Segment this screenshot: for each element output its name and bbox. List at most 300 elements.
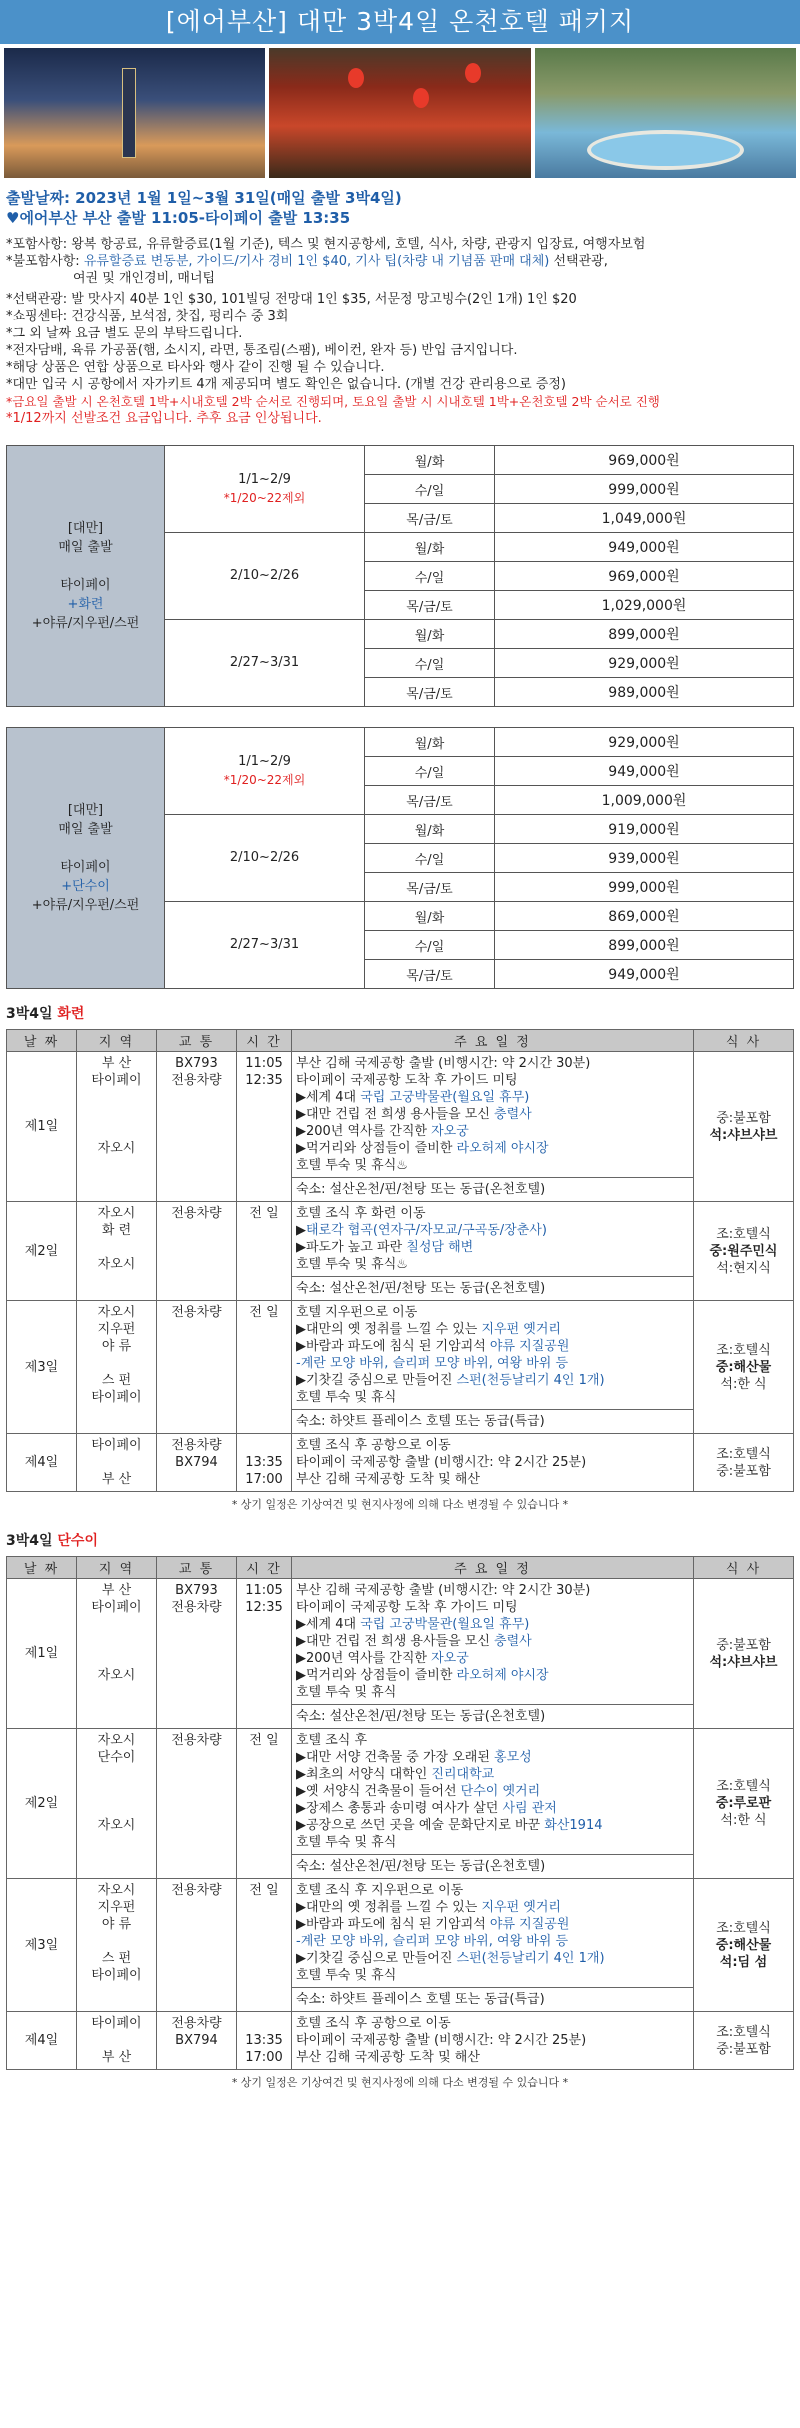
schedule-highlight: 사림 관저 xyxy=(502,1801,557,1816)
schedule-line xyxy=(296,2015,689,2032)
transport-text: BX793 xyxy=(175,1056,218,1071)
schedule-line xyxy=(296,1933,689,1950)
period-exception: *1/20~22제외 xyxy=(223,773,306,787)
schedule-line xyxy=(296,2049,689,2066)
weekday-cell: 목/금/토 xyxy=(365,873,495,902)
optional-tours: *선택관광: 발 맛사지 40분 1인 $30, 101빌딩 전망대 1인 $35, 서문정 망고빙수(2인 1개) 1인 $20 xyxy=(6,292,577,307)
meal-text: 중:불포함 xyxy=(716,1637,771,1653)
price-cell: 949,000원 xyxy=(495,757,794,786)
meal-text: 중:원주민식 xyxy=(709,1243,778,1259)
schedule-text: 호텔 지우펀으로 이동 xyxy=(296,1305,418,1320)
region-text: 자오시 xyxy=(97,1733,136,1748)
region-text xyxy=(77,1454,156,1471)
itinerary-title-destination: 단수이 xyxy=(57,1533,98,1549)
weekday-cell: 수/일 xyxy=(365,649,495,678)
itinerary-header: 교 통 xyxy=(157,1030,237,1052)
time-text xyxy=(237,2015,291,2032)
label-daily: 매일 출발 xyxy=(58,822,113,837)
price-table xyxy=(6,727,794,989)
schedule-line xyxy=(296,1817,689,1834)
meal-cell xyxy=(694,1879,794,2012)
schedule-text: 호텔 투숙 및 휴식 xyxy=(296,1390,397,1405)
period-exception: *1/20~22제외 xyxy=(223,491,306,505)
itinerary-title xyxy=(6,1003,794,1023)
schedule-line xyxy=(296,1106,689,1123)
schedule-text: 호텔 투숙 및 휴식 xyxy=(296,1968,397,1983)
time-text: 17:00 xyxy=(245,1472,283,1487)
meal-text: 석:샤브샤브 xyxy=(709,1127,778,1143)
weekday-cell: 월/화 xyxy=(365,620,495,649)
transport-text: 전용차량 xyxy=(171,1883,222,1898)
day-cell: 제3일 xyxy=(7,1879,77,2012)
price-cell: 929,000원 xyxy=(495,728,794,757)
pool-shape xyxy=(587,130,744,170)
schedule-highlight: 자오궁 xyxy=(431,1651,469,1666)
weekday-cell: 수/일 xyxy=(365,844,495,873)
product-label xyxy=(7,446,165,707)
price-cell: 1,029,000원 xyxy=(495,591,794,620)
region-text xyxy=(77,1933,156,1950)
schedule-line xyxy=(296,1800,689,1817)
time-cell xyxy=(237,1879,292,2012)
itinerary-title-main: 3박4일 xyxy=(6,1006,58,1022)
meal-cell xyxy=(694,1729,794,1879)
note-4: *대만 입국 시 공항에서 자가키트 4개 제공되며 별도 확인은 없습니다. (개별 건강 관리용으로 증정) xyxy=(6,377,566,392)
schedule-highlight: 라오허제 야시장 xyxy=(456,1668,549,1683)
schedule-line xyxy=(296,1684,689,1701)
region-text xyxy=(77,1123,156,1140)
schedule-highlight: 화산1914 xyxy=(544,1818,603,1833)
region-cell xyxy=(77,2012,157,2070)
schedule-highlight: 자오궁 xyxy=(431,1124,469,1139)
label-country: [대만] xyxy=(67,803,104,818)
schedule-text: ▶대만 건립 전 희생 용사들을 모신 xyxy=(296,1107,495,1122)
time-text: 12:35 xyxy=(245,1073,283,1088)
price-cell: 919,000원 xyxy=(495,815,794,844)
meal-cell xyxy=(694,1434,794,1492)
schedule-text: 타이페이 국제공항 도착 후 가이드 미팅 xyxy=(296,1073,518,1088)
region-text: 타이페이 xyxy=(91,1073,142,1088)
period-name: 1/1~2/9 xyxy=(238,472,291,487)
period-name: 2/10~2/26 xyxy=(229,568,300,583)
region-text: 화 련 xyxy=(101,1223,132,1238)
region-text xyxy=(77,1355,156,1372)
schedule-text: 호텔 투숙 및 휴식 xyxy=(296,1835,397,1850)
transport-text: 전용차량 xyxy=(171,1438,222,1453)
time-cell xyxy=(237,1052,292,1202)
region-text: 부 산 xyxy=(101,1472,132,1487)
weekday-cell: 목/금/토 xyxy=(365,504,495,533)
transport-text: 전용차량 xyxy=(171,1073,222,1088)
schedule-line xyxy=(296,1732,689,1749)
meal-text: 중:해산물 xyxy=(715,1359,772,1375)
transport-cell xyxy=(157,1729,237,1879)
schedule-highlight: 야류 지질공원 xyxy=(489,1917,570,1932)
label-city: 타이페이 xyxy=(60,578,111,593)
day-cell: 제1일 xyxy=(7,1052,77,1202)
day-row xyxy=(7,1579,794,1705)
itinerary-header: 식 사 xyxy=(694,1557,794,1579)
schedule-line xyxy=(296,1916,689,1933)
region-text xyxy=(77,1650,156,1667)
schedule-line xyxy=(296,1205,689,1222)
day-cell: 제4일 xyxy=(7,2012,77,2070)
hotel-cell: 숙소: 설산온천/핀/천탕 또는 동급(온천호텔) xyxy=(292,1855,694,1879)
meal-cell xyxy=(694,2012,794,2070)
region-text: 자오시 xyxy=(97,1305,136,1320)
price-cell: 1,009,000원 xyxy=(495,786,794,815)
meal-cell xyxy=(694,1202,794,1301)
itinerary-table xyxy=(6,1029,794,1492)
schedule-cell xyxy=(292,1579,694,1705)
region-text xyxy=(77,1766,156,1783)
taipei-101-shape xyxy=(122,68,136,158)
schedule-line xyxy=(296,1454,689,1471)
meal-text: 조:호텔식 xyxy=(716,1226,771,1242)
region-text xyxy=(77,1089,156,1106)
label-country: [대만] xyxy=(67,521,104,536)
meal-text: 석:샤브샤브 xyxy=(709,1654,778,1670)
weekday-cell: 목/금/토 xyxy=(365,591,495,620)
region-text: 부 산 xyxy=(101,2050,132,2065)
region-text: 자오시 xyxy=(97,1668,136,1683)
schedule-text: 호텔 투숙 및 휴식 xyxy=(296,1685,397,1700)
schedule-line xyxy=(296,1616,689,1633)
schedule-line xyxy=(296,1882,689,1899)
shopping: *쇼핑센타: 건강식품, 보석점, 찻집, 펑리수 중 3회 xyxy=(6,309,289,324)
price-cell: 939,000원 xyxy=(495,844,794,873)
hotel-cell: 숙소: 설산온천/핀/천탕 또는 동급(온천호텔) xyxy=(292,1178,694,1202)
region-text: 부 산 xyxy=(101,1583,132,1598)
schedule-line xyxy=(296,1157,689,1174)
price-cell: 1,049,000원 xyxy=(495,504,794,533)
transport-cell xyxy=(157,1202,237,1301)
excluded xyxy=(6,253,794,270)
schedule-text: ▶200년 역사를 간직한 xyxy=(296,1651,432,1666)
note-6: *1/12까지 선발조건 요금입니다. 추후 요금 인상됩니다. xyxy=(6,411,322,426)
hotel-cell: 숙소: 설산온천/핀/천탕 또는 동급(온천호텔) xyxy=(292,1277,694,1301)
weekday-cell: 수/일 xyxy=(365,757,495,786)
region-text: 타이페이 xyxy=(91,1968,142,1983)
price-cell: 929,000원 xyxy=(495,649,794,678)
weekday-cell: 수/일 xyxy=(365,475,495,504)
transport-text: 전용차량 xyxy=(171,1206,222,1221)
schedule-line xyxy=(296,1899,689,1916)
transport-text: BX794 xyxy=(175,1455,218,1470)
schedule-line xyxy=(296,1222,689,1239)
schedule-line xyxy=(296,1749,689,1766)
schedule-line xyxy=(296,1633,689,1650)
schedule-highlight: -계란 모양 바위, 슬리퍼 모양 바위, 여왕 바위 등 xyxy=(296,1934,569,1949)
transport-cell xyxy=(157,1579,237,1729)
transport-text: BX793 xyxy=(175,1583,218,1598)
region-text: 스 펀 xyxy=(101,1373,132,1388)
schedule-text: ▶대만의 옛 정취를 느낄 수 있는 xyxy=(296,1322,482,1337)
schedule-cell xyxy=(292,1434,694,1492)
schedule-text: ▶장제스 총통과 송미령 여사가 살던 xyxy=(296,1801,503,1816)
schedule-cell xyxy=(292,1301,694,1410)
transport-cell xyxy=(157,1434,237,1492)
weekday-cell: 수/일 xyxy=(365,562,495,591)
included xyxy=(6,236,794,253)
schedule-highlight: 칠성담 해변 xyxy=(406,1240,474,1255)
itinerary-title-main: 3박4일 xyxy=(6,1533,58,1549)
weekday-cell: 월/화 xyxy=(365,533,495,562)
schedule-text: ▶기찻길 중심으로 만들어진 xyxy=(296,1951,457,1966)
day-row xyxy=(7,1301,794,1410)
weekday-cell: 월/화 xyxy=(365,728,495,757)
day-cell: 제4일 xyxy=(7,1434,77,1492)
schedule-text: 호텔 조식 후 xyxy=(296,1733,368,1748)
note-5: *금요일 출발 시 온천호텔 1박+시내호텔 2박 순서로 진행되며, 토요일 출발 시 시내호텔 1박+온천호텔 2박 순서로 진행 xyxy=(6,394,660,409)
lantern-shape xyxy=(465,63,481,83)
transport-text: 전용차량 xyxy=(171,1600,222,1615)
taipei-skyline-photo xyxy=(4,48,265,178)
schedule-line xyxy=(296,1650,689,1667)
excluded-blue: 유류할증료 변동분, 가이드/기사 경비 1인 $40, 기사 팁(차량 내 기념품 판매 대체) xyxy=(83,254,550,269)
time-cell xyxy=(237,1301,292,1434)
region-cell xyxy=(77,1579,157,1729)
schedule-text: ▶대만 건립 전 희생 용사들을 모신 xyxy=(296,1634,495,1649)
weekday-cell: 수/일 xyxy=(365,931,495,960)
region-text: 타이페이 xyxy=(91,1390,142,1405)
region-cell xyxy=(77,1202,157,1301)
region-text: 단수이 xyxy=(97,1750,136,1765)
departure-period: 출발날짜: 2023년 1월 1일~3월 31일(매일 출발 3박4일) xyxy=(6,189,402,207)
label-tours: +야류/지우펀/스펀 xyxy=(31,616,140,631)
schedule-text: ▶ xyxy=(296,1223,306,1238)
itinerary-header: 시 간 xyxy=(237,1030,292,1052)
schedule-text: 부산 김해 국제공항 도착 및 해산 xyxy=(296,2050,480,2065)
schedule-text: ▶세계 4대 xyxy=(296,1617,361,1632)
label-tours: +야류/지우펀/스펀 xyxy=(31,898,140,913)
time-cell xyxy=(237,2012,292,2070)
time-cell xyxy=(237,1434,292,1492)
region-text: 자오시 xyxy=(97,1141,136,1156)
schedule-highlight: 스펀(천등날리기 4인 1개) xyxy=(456,1951,605,1966)
included-label: *포함사항: xyxy=(6,237,72,252)
schedule-line xyxy=(296,1321,689,1338)
schedule-text: ▶세계 4대 xyxy=(296,1090,361,1105)
region-cell xyxy=(77,1052,157,1202)
schedule-text: 타이페이 국제공항 출발 (비행시간: 약 2시간 25분) xyxy=(296,2033,587,2048)
meal-text: 조:호텔식 xyxy=(716,2024,771,2040)
itinerary-header: 주 요 일 정 xyxy=(292,1030,694,1052)
price-cell: 969,000원 xyxy=(495,446,794,475)
jiufen-street-photo xyxy=(269,48,530,178)
period-cell xyxy=(165,815,365,902)
lantern-shape xyxy=(348,68,364,88)
price-cell: 969,000원 xyxy=(495,562,794,591)
meal-text: 중:루로판 xyxy=(715,1796,772,1811)
schedule-highlight: 홍모성 xyxy=(494,1750,532,1765)
note-3: *해당 상품은 연합 상품으로 타사와 행사 같이 진행 될 수 있습니다. xyxy=(6,360,385,375)
schedule-cell xyxy=(292,2012,694,2070)
schedule-highlight: 야류 지질공원 xyxy=(489,1339,570,1354)
schedule-line xyxy=(296,1338,689,1355)
region-text: 자오시 xyxy=(97,1206,136,1221)
transport-text: 전용차량 xyxy=(171,2016,222,2031)
price-row xyxy=(7,446,794,475)
region-text: 자오시 xyxy=(97,1818,136,1833)
period-name: 2/27~3/31 xyxy=(229,655,300,670)
price-cell: 999,000원 xyxy=(495,873,794,902)
schedule-text: 호텔 조식 후 화련 이동 xyxy=(296,1206,426,1221)
label-city: 타이페이 xyxy=(60,860,111,875)
flight-info: ♥에어부산 부산 출발 11:05-타이페이 출발 13:35 xyxy=(6,209,351,227)
schedule-cell xyxy=(292,1202,694,1277)
itinerary-header: 시 간 xyxy=(237,1557,292,1579)
schedule-line xyxy=(296,1055,689,1072)
region-cell xyxy=(77,1879,157,2012)
photo-strip xyxy=(0,44,800,180)
region-text: 야 류 xyxy=(101,1339,132,1354)
itinerary-header: 지 역 xyxy=(77,1557,157,1579)
weekday-cell: 월/화 xyxy=(365,902,495,931)
schedule-line xyxy=(296,1389,689,1406)
meal-text: 석:한 식 xyxy=(720,1813,767,1828)
itinerary-title-destination: 화련 xyxy=(57,1006,85,1022)
meal-text: 중:불포함 xyxy=(716,2041,771,2057)
schedule-text: 부산 김해 국제공항 출발 (비행시간: 약 2시간 30분) xyxy=(296,1583,591,1598)
region-text xyxy=(77,1783,156,1800)
meal-text: 석:딤 섬 xyxy=(719,1954,768,1970)
schedule-line xyxy=(296,1967,689,1984)
transport-cell xyxy=(157,1052,237,1202)
time-cell xyxy=(237,1202,292,1301)
schedule-line xyxy=(296,1089,689,1106)
time-text: 13:35 xyxy=(245,1455,283,1470)
price-cell: 949,000원 xyxy=(495,960,794,989)
transport-cell xyxy=(157,2012,237,2070)
itinerary-title xyxy=(6,1530,794,1550)
schedule-text: ▶바람과 파도에 침식 된 기암괴석 xyxy=(296,1917,490,1932)
region-text: 자오시 xyxy=(97,1257,136,1272)
region-text: 타이페이 xyxy=(91,1600,142,1615)
schedule-highlight: 라오허제 야시장 xyxy=(456,1141,549,1156)
period-name: 1/1~2/9 xyxy=(238,754,291,769)
period-cell xyxy=(165,728,365,815)
excluded-rest: 선택관광, xyxy=(549,254,608,269)
period-cell xyxy=(165,902,365,989)
day-row xyxy=(7,1434,794,1492)
schedule-line xyxy=(296,1437,689,1454)
day-row xyxy=(7,1202,794,1277)
region-cell xyxy=(77,1434,157,1492)
schedule-text: ▶파도가 높고 파란 xyxy=(296,1240,407,1255)
itinerary-header: 날 짜 xyxy=(7,1557,77,1579)
transport-text: 전용차량 xyxy=(171,1733,222,1748)
region-text: 자오시 xyxy=(97,1883,136,1898)
weekday-cell: 목/금/토 xyxy=(365,960,495,989)
schedule-text: ▶바람과 파도에 침식 된 기암괴석 xyxy=(296,1339,490,1354)
day-cell: 제3일 xyxy=(7,1301,77,1434)
schedule-text: ▶대만 서양 건축물 중 가장 오래된 xyxy=(296,1750,495,1765)
time-text: 전 일 xyxy=(249,1305,279,1320)
schedule-highlight: 지우펀 옛거리 xyxy=(481,1900,561,1915)
hotel-cell: 숙소: 하얏트 플레이스 호텔 또는 동급(특급) xyxy=(292,1410,694,1434)
schedule-line xyxy=(296,1599,689,1616)
meal-text: 조:호텔식 xyxy=(716,1446,771,1462)
schedule-cell xyxy=(292,1729,694,1855)
meal-text: 조:호텔식 xyxy=(716,1342,771,1358)
note-2: *전자담배, 육류 가공품(햄, 소시지, 라면, 통조림(스팸), 베이컨, 완자 등) 반입 금지입니다. xyxy=(6,343,518,358)
schedule-text: 호텔 조식 후 공항으로 이동 xyxy=(296,2016,451,2031)
schedule-text: ▶먹거리와 상점들이 즐비한 xyxy=(296,1141,457,1156)
region-text xyxy=(77,1800,156,1817)
region-text: 부 산 xyxy=(101,1056,132,1071)
schedule-line xyxy=(296,1582,689,1599)
included-text: 왕복 항공료, 유류할증료(1월 기준), 텍스 및 현지공항세, 호텔, 식사, 차량, 관광지 입장료, 여행자보험 xyxy=(71,237,646,252)
region-text: 지우펀 xyxy=(97,1322,136,1337)
region-text: 타이페이 xyxy=(91,1438,142,1453)
itinerary-header: 날 짜 xyxy=(7,1030,77,1052)
price-row xyxy=(7,728,794,757)
label-option: +단수이 xyxy=(61,879,110,894)
schedule-text: ▶먹거리와 상점들이 즐비한 xyxy=(296,1668,457,1683)
schedule-line xyxy=(296,1950,689,1967)
schedule-text: ▶공장으로 쓰던 곳을 예술 문화단지로 바꾼 xyxy=(296,1818,545,1833)
transport-cell xyxy=(157,1301,237,1434)
schedule-highlight: 단수이 옛거리 xyxy=(460,1784,541,1799)
schedule-text: 호텔 투숙 및 휴식♨ xyxy=(296,1158,408,1173)
schedule-line xyxy=(296,1355,689,1372)
hotel-cell: 숙소: 설산온천/핀/천탕 또는 동급(온천호텔) xyxy=(292,1705,694,1729)
schedule-highlight: 국립 고궁박물관(월요일 휴무) xyxy=(360,1617,530,1632)
price-cell: 949,000원 xyxy=(495,533,794,562)
period-name: 2/10~2/26 xyxy=(229,850,300,865)
period-cell xyxy=(165,533,365,620)
meal-text: 중:불포함 xyxy=(716,1110,771,1126)
region-text xyxy=(77,2032,156,2049)
hotel-cell: 숙소: 하얏트 플레이스 호텔 또는 동급(특급) xyxy=(292,1988,694,2012)
itinerary-table xyxy=(6,1556,794,2070)
period-name: 2/27~3/31 xyxy=(229,937,300,952)
schedule-text: 호텔 투숙 및 휴식♨ xyxy=(296,1257,408,1272)
schedule-line xyxy=(296,1239,689,1256)
schedule-line xyxy=(296,1766,689,1783)
weekday-cell: 목/금/토 xyxy=(365,678,495,707)
schedule-text: ▶기찻길 중심으로 만들어진 xyxy=(296,1373,457,1388)
meal-text: 조:호텔식 xyxy=(716,1920,771,1936)
time-text: 17:00 xyxy=(245,2050,283,2065)
schedule-text: 호텔 조식 후 공항으로 이동 xyxy=(296,1438,451,1453)
transport-text: BX794 xyxy=(175,2033,218,2048)
label-option: +화련 xyxy=(67,597,104,612)
meal-text: 석:현지식 xyxy=(716,1260,771,1276)
region-text: 스 펀 xyxy=(101,1951,132,1966)
time-text: 11:05 xyxy=(245,1056,283,1071)
time-text xyxy=(237,1437,291,1454)
info-block xyxy=(0,180,800,427)
footnote: * 상기 일정은 기상여건 및 현지사정에 의해 다소 변경될 수 있습니다 * xyxy=(231,1498,569,1511)
price-cell: 999,000원 xyxy=(495,475,794,504)
time-text: 12:35 xyxy=(245,1600,283,1615)
schedule-line xyxy=(296,1471,689,1488)
weekday-cell: 목/금/토 xyxy=(365,786,495,815)
schedule-text: 타이페이 국제공항 출발 (비행시간: 약 2시간 25분) xyxy=(296,1455,587,1470)
schedule-highlight: 지우펀 옛거리 xyxy=(481,1322,561,1337)
transport-cell xyxy=(157,1879,237,2012)
schedule-line xyxy=(296,1834,689,1851)
schedule-text: 부산 김해 국제공항 출발 (비행시간: 약 2시간 30분) xyxy=(296,1056,591,1071)
schedule-highlight: 충렬사 xyxy=(494,1634,532,1649)
time-text: 13:35 xyxy=(245,2033,283,2048)
meal-text: 석:한 식 xyxy=(720,1376,767,1392)
price-cell: 989,000원 xyxy=(495,678,794,707)
schedule-text: 타이페이 국제공항 도착 후 가이드 미팅 xyxy=(296,1600,518,1615)
schedule-text: ▶최초의 서양식 대학인 xyxy=(296,1767,432,1782)
